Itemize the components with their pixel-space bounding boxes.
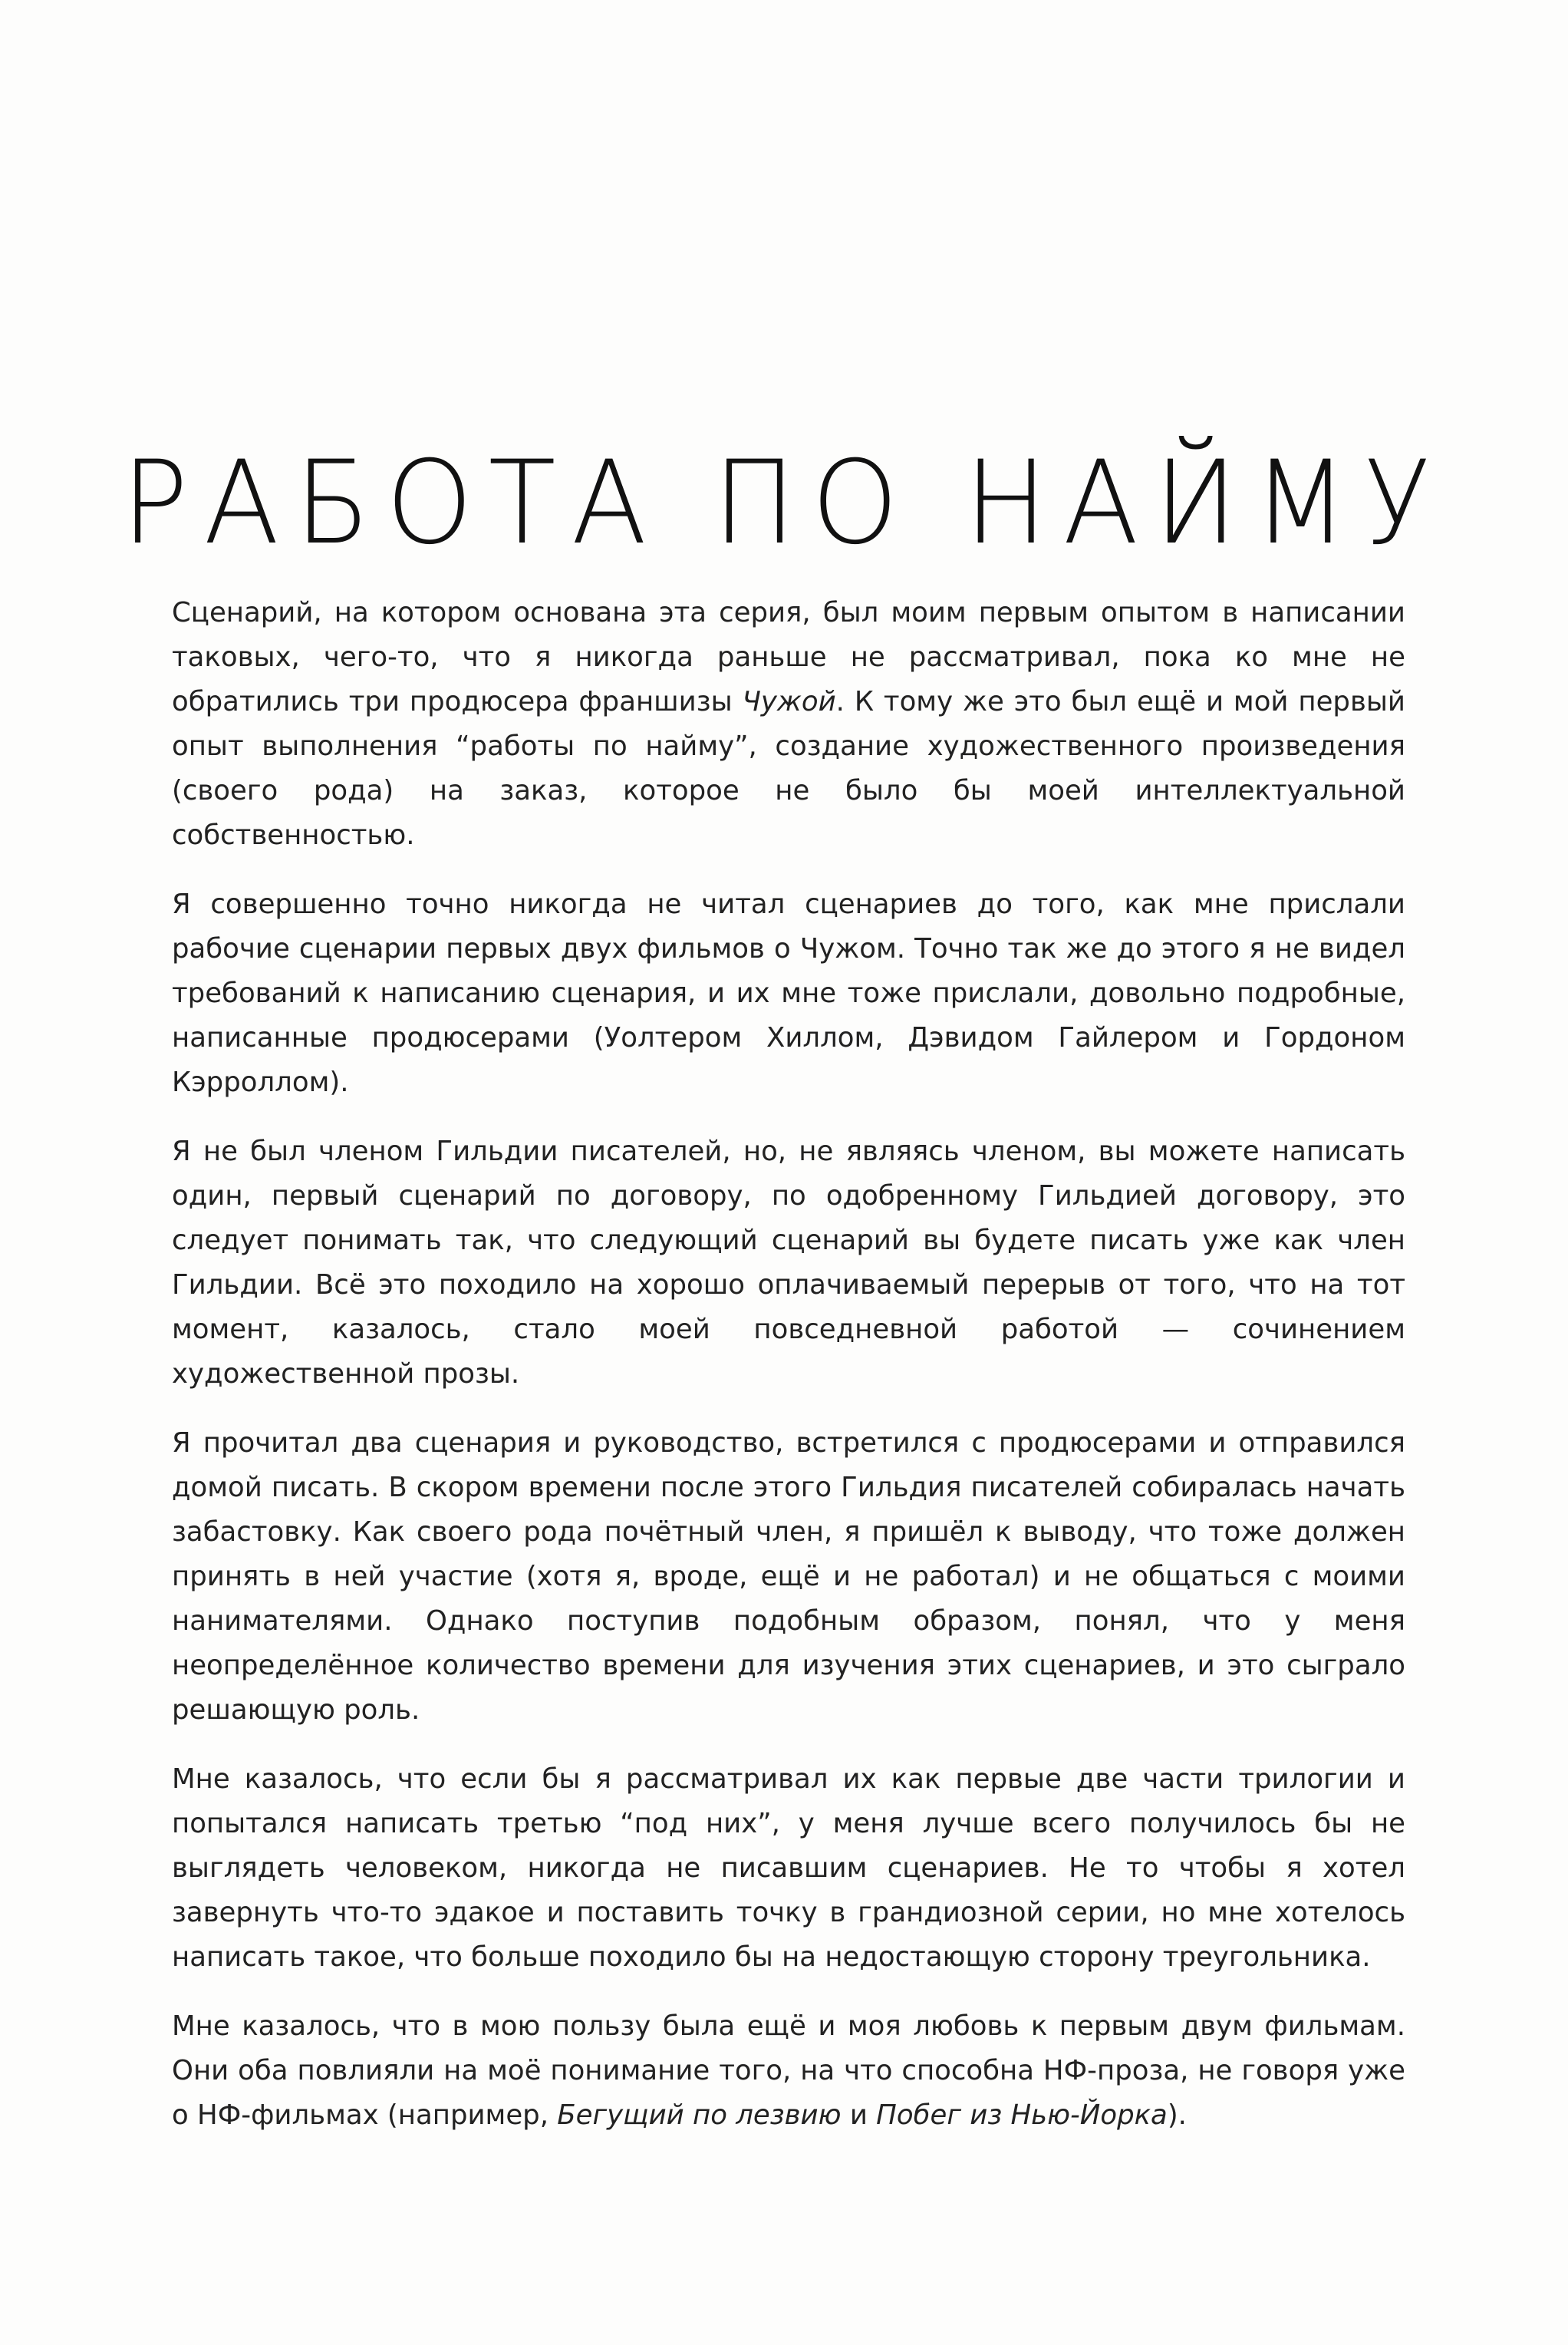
text-segment: Мне казалось, что если бы я рассматривал их как первые две части трилогии и попытался написать третью “под них”, у меня лучше всего получилось бы не выглядеть человеком, никогда не писавшим сценариев. Не то чтобы я хотел завернуть что-то эдакое и поставить точку в грандиозной серии, но мне хотелось написать такое, что больше походило бы на недостающую сторону треугольника. bbox=[172, 1763, 1405, 1973]
italic-title: Бегущий по лезвию bbox=[557, 2099, 842, 2131]
text-segment: Сценарий, на котором основана эта серия, был моим первым опытом в написании таковых, чего-то, что я никогда раньше не рассматривал, пока ко мне не обратились три продюсера франшизы bbox=[172, 597, 1405, 717]
text-segment: Я прочитал два сценария и руководство, встретился с продюсерами и отправился домой писать. В скором времени после этого Гильдия писателей собиралась начать забастовку. Как своего рода почётный член, я пришёл к выводу, что тоже должен принять в ней участие (хотя я, вроде, ещё и не работал) и не общаться с моими нанимателями. Однако поступив подобным образом, понял, что у меня неопределённое количество времени для изучения этих сценариев, и это сыграло решающую роль. bbox=[172, 1427, 1405, 1726]
italic-title: Побег из Нью-Йорка bbox=[876, 2099, 1168, 2131]
paragraph-2 bbox=[172, 882, 1405, 1105]
body-text bbox=[172, 591, 1405, 2162]
paragraph-1 bbox=[172, 591, 1405, 858]
paragraph-4 bbox=[172, 1421, 1405, 1733]
text-segment: . К тому же это был ещё и мой первый опыт выполнения “работы по найму”, создание художественного произведения (своего рода) на заказ, которое не было бы моей интеллектуальной собственностью. bbox=[172, 686, 1405, 851]
text-segment: ). bbox=[1167, 2099, 1187, 2131]
page-title: РАБОТА ПО НАЙМУ bbox=[121, 436, 1447, 570]
text-segment: Я не был членом Гильдии писателей, но, не являясь членом, вы можете написать один, первый сценарий по договору, по одобренному Гильдией договору, это следует понимать так, что следующий сценарий вы будете писать уже как член Гильдии. Всё это походило на хорошо оплачиваемый перерыв от того, что на тот момент, казалось, стало моей повседневной работой — сочинением художественной прозы. bbox=[172, 1136, 1405, 1390]
paragraph-6 bbox=[172, 2004, 1405, 2138]
text-segment: и bbox=[841, 2099, 877, 2131]
text-segment: Мне казалось, что в мою пользу была ещё и моя любовь к первым двум фильмам. Они оба повлияли на моё понимание того, на что способна НФ-проза, не говоря уже о НФ-фильмах (например, bbox=[172, 2010, 1405, 2131]
paragraph-3 bbox=[172, 1130, 1405, 1397]
paragraph-5 bbox=[172, 1757, 1405, 1980]
italic-title: Чужой bbox=[742, 686, 836, 717]
text-segment: Я совершенно точно никогда не читал сценариев до того, как мне прислали рабочие сценарии первых двух фильмов о Чужом. Точно так же до этого я не видел требований к написанию сценария, и их мне тоже прислали, довольно подробные, написанные продюсерами (Уолтером Хиллом, Дэвидом Гайлером и Гордоном Кэрроллом). bbox=[172, 889, 1405, 1098]
